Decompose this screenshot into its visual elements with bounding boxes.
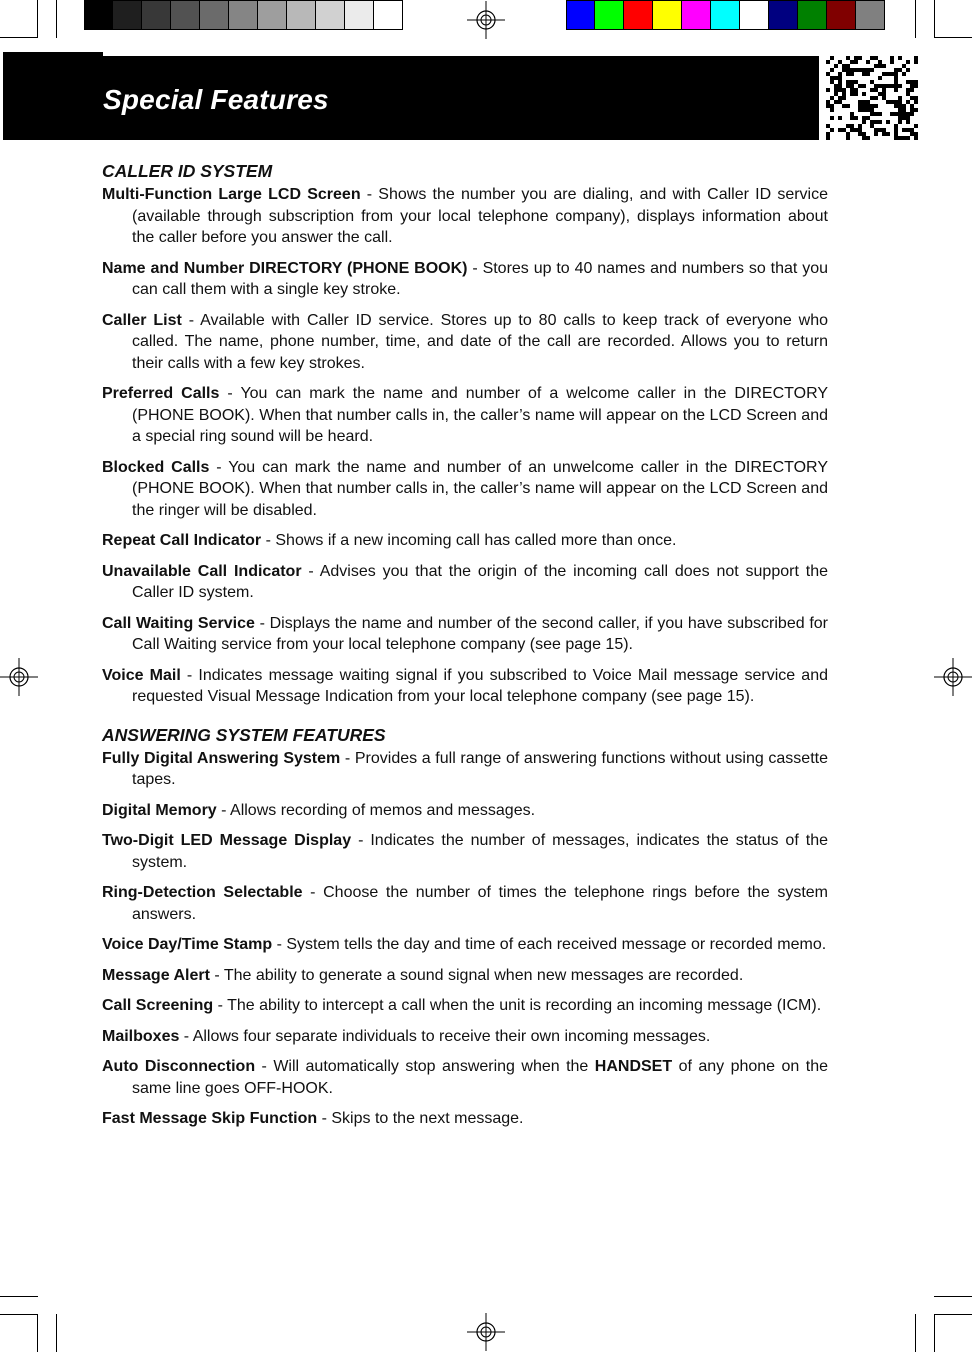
registration-mark-icon [934,658,972,696]
feature-entry [102,1026,828,1048]
color-swatch [113,0,142,30]
handset-keyword: HANDSET [594,1058,673,1075]
feature-desc: - Displays the name and number of the second caller, if you have subscribed for Call Waiting service from your local telephone company (see page 15). [132,614,828,653]
color-swatch [171,0,200,30]
feature-term: Name and Number DIRECTORY (PHONE BOOK) [102,259,468,277]
feature-desc: - You can mark the name and number of a welcome caller in the DIRECTORY (PHONE BOOK). When that number calls in, the caller’s name will appear on the LCD Screen and a special ring sound will be heard. [132,385,829,445]
feature-desc: - Available with Caller ID service. Stores up to 80 calls to keep track of everyone who called. The name, phone number, time, and date of the call are recorded. Allows you to return their calls with a few key strokes. [132,311,829,372]
feature-desc: - Choose the number of times the telephone rings before the system answers. [132,884,829,923]
feature-desc: - Stores up to 40 names and numbers so that you can call them with a single key stroke. [132,259,829,298]
page-title: Special Features [103,84,329,115]
header-tab-block [3,52,103,140]
feature-entry [102,965,828,987]
crop-mark [0,1314,38,1315]
feature-entry [102,383,828,448]
feature-entry-auto-disconnection [102,1056,828,1099]
feature-term: Unavailable Call Indicator [102,562,302,580]
color-swatch [200,0,229,30]
color-swatch [258,0,287,30]
feature-term: Ring-Detection Selectable [102,884,303,901]
feature-entry [102,934,828,956]
color-swatch [624,0,653,30]
feature-entry [102,613,828,656]
halftone-pattern-icon [826,56,918,140]
color-swatch [345,0,374,30]
color-swatch [856,0,885,30]
color-swatch [316,0,345,30]
registration-mark-icon [0,658,38,696]
color-swatch [740,0,769,30]
color-swatch [84,0,113,30]
crop-mark [37,1314,38,1352]
feature-term: Voice Day/Time Stamp [102,936,273,953]
crop-mark [0,1296,38,1297]
feature-entry-fast-skip [102,1108,828,1130]
feature-term: Fully Digital Answering System [102,749,341,767]
feature-entry [102,830,828,873]
feature-term: Two-Digit LED Message Display [102,832,352,849]
registration-mark-icon [467,1313,505,1351]
color-swatch [798,0,827,30]
crop-mark [915,1314,916,1352]
feature-entry [102,882,828,925]
feature-term: Blocked Calls [102,458,210,476]
feature-desc: - The ability to intercept a call when the unit is recording an incoming message (ICM). [213,997,822,1014]
registration-mark-icon [467,1,505,39]
color-swatch [374,0,403,30]
feature-term: Multi-Function Large LCD Screen [102,186,361,203]
crop-mark [934,1314,935,1352]
feature-term: Fast Message Skip Function [102,1110,318,1127]
color-calibration-bar [566,0,885,30]
feature-entry [102,457,828,522]
feature-desc: - Shows the number you are dialing, and with Caller ID service (available through subscription from your local telephone company), displays information about the caller before you answer the call. [132,186,828,246]
color-swatch [769,0,798,30]
main-content [102,160,828,1139]
feature-entry [102,258,828,301]
feature-term: Caller List [102,311,182,329]
crop-mark [56,0,57,38]
feature-term: Digital Memory [102,801,217,819]
feature-desc: - Allows four separate individuals to receive their own incoming messages. [179,1027,711,1045]
caller-id-heading: CALLER ID SYSTEM [102,161,273,181]
feature-entry [102,310,828,375]
color-swatch [229,0,258,30]
feature-entry [102,748,828,791]
crop-mark [934,0,935,38]
feature-entry [102,561,828,604]
feature-desc: of any phone on the same line goes OFF-HOOK. [132,1058,829,1097]
feature-term: Preferred Calls [102,385,220,402]
feature-desc: - Provides a full range of answering functions without using cassette tapes. [132,749,828,788]
color-swatch [595,0,624,30]
gray-calibration-bar [84,0,403,30]
crop-mark [0,37,38,38]
color-swatch [142,0,171,30]
feature-entry [102,184,828,249]
answering-heading: ANSWERING SYSTEM FEATURES [102,724,386,745]
feature-term: Message Alert [102,966,210,984]
color-swatch [711,0,740,30]
answering-list [102,748,828,1048]
feature-entry [102,665,828,708]
feature-desc: - The ability to generate a sound signal when new messages are recorded. [209,966,744,984]
feature-term: Mailboxes [102,1027,180,1045]
feature-entry [102,530,828,552]
color-swatch [653,0,682,30]
feature-desc: - Advises you that the origin of the incoming call does not support the Caller ID system. [132,562,828,601]
color-swatch [827,0,856,30]
color-swatch [566,0,595,30]
crop-mark [37,0,38,38]
feature-term: Repeat Call Indicator [102,532,262,549]
crop-mark [934,37,972,38]
caller-id-list [102,184,828,708]
feature-desc: - Skips to the next message. [317,1110,524,1127]
color-swatch [287,0,316,30]
feature-desc: - You can mark the name and number of an unwelcome caller in the DIRECTORY (PHONE BOOK). When that number calls in, the caller’s name will appear on the LCD Screen and the ringer will be disabled. [132,458,828,519]
feature-desc: - Indicates message waiting signal if you subscribed to Voice Mail message service and requested Visual Message Indication from your local telephone company (see page 15). [132,666,829,705]
feature-term: Auto Disconnection [102,1058,256,1075]
crop-mark [56,1314,57,1352]
feature-term: Call Waiting Service [102,614,255,632]
feature-entry [102,800,828,822]
feature-term: Voice Mail [102,666,181,684]
color-swatch [682,0,711,30]
crop-mark [934,1296,972,1297]
feature-desc: - Will automatically stop answering when the [255,1058,595,1075]
feature-term: Call Screening [102,997,214,1014]
crop-mark [915,0,916,38]
feature-desc: - Allows recording of memos and messages. [216,801,536,819]
feature-desc: - Indicates the number of messages, indicates the status of the system. [132,832,828,871]
feature-entry [102,995,828,1017]
feature-desc: - Shows if a new incoming call has called more than once. [261,532,677,549]
crop-mark [934,1314,972,1315]
feature-desc: - System tells the day and time of each received message or recorded memo. [272,936,827,953]
